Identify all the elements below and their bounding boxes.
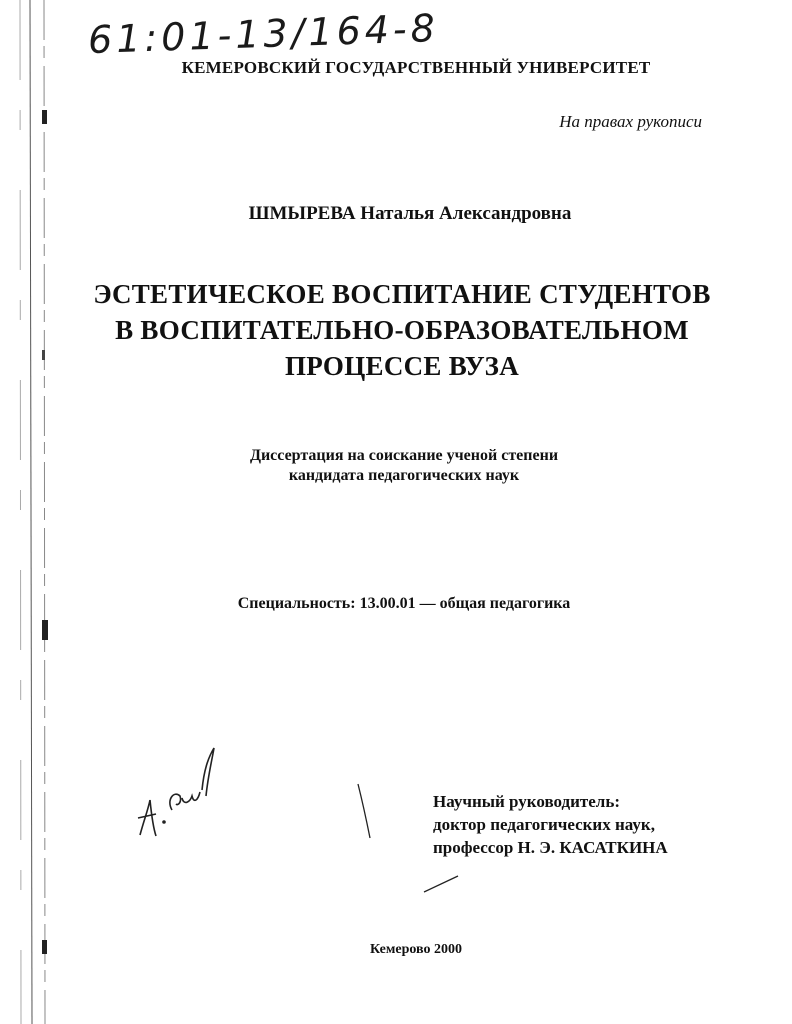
university-name: КЕМЕРОВСКИЙ ГОСУДАРСТВЕННЫЙ УНИВЕРСИТЕТ xyxy=(181,58,651,77)
degree-statement xyxy=(8,446,792,486)
manuscript-rights-note: На правах рукописи xyxy=(559,112,702,131)
supervisor-line-2: доктор педагогических наук, xyxy=(433,815,655,834)
degree-line-1: Диссертация на соискание ученой степени xyxy=(249,447,559,464)
title-line-2: В ВОСПИТАТЕЛЬНО-ОБРАЗОВАТЕЛЬНОМ xyxy=(115,315,689,345)
handwritten-signature xyxy=(120,740,230,850)
author-name: ШМЫРЕВА Наталья Александровна xyxy=(248,203,572,224)
title-line-1: ЭСТЕТИЧЕСКОЕ ВОСПИТАНИЕ СТУДЕНТОВ xyxy=(93,279,711,309)
dissertation-title xyxy=(6,276,792,384)
supervisor-line-1: Научный руководитель: xyxy=(433,792,620,811)
specialty: Специальность: 13.00.01 — общая педагогика xyxy=(237,595,571,612)
scan-margin-artifacts xyxy=(0,0,60,1024)
handwritten-archive-number: 61:01-13/164-8 xyxy=(87,5,440,63)
title-line-3: ПРОЦЕССЕ ВУЗА xyxy=(284,351,520,381)
degree-line-2: кандидата педагогических наук xyxy=(288,467,520,484)
city-and-year: Кемерово 2000 xyxy=(370,942,462,957)
scientific-supervisor xyxy=(433,790,668,859)
supervisor-line-3: профессор Н. Э. КАСАТКИНА xyxy=(433,838,668,857)
